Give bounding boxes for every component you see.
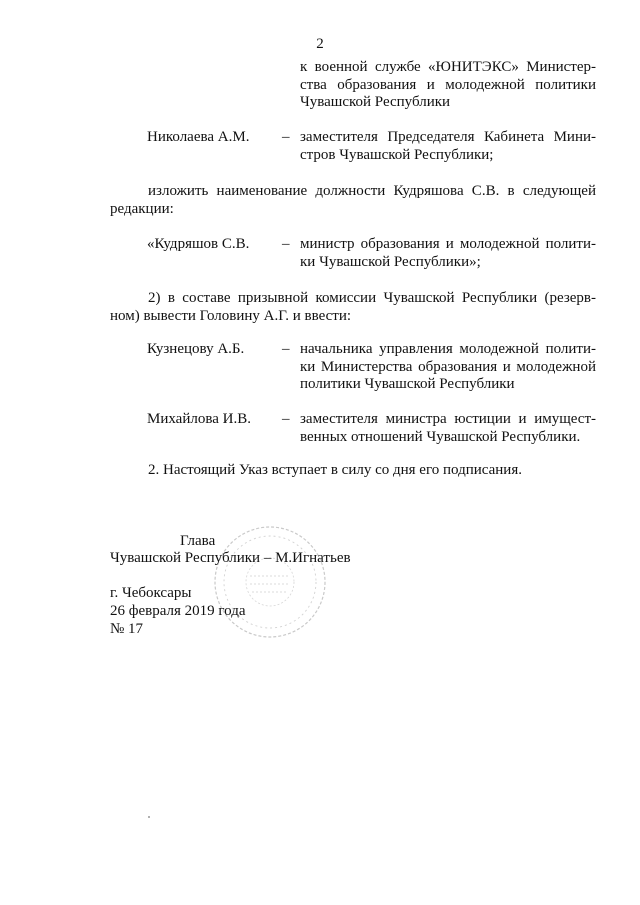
desc-line: стров Чувашской Республики; (300, 146, 494, 163)
date: 26 февраля 2019 года (110, 603, 246, 619)
signature-title-line2: Чувашской Республики (110, 550, 261, 566)
desc-line: ки Министерства образования и молодежной (300, 358, 596, 375)
desc-line: венных отношений Чувашской Республики. (300, 428, 581, 445)
page-number: 2 (316, 36, 324, 52)
entry-name-kudryashov: «Кудряшов С.В. (147, 236, 250, 252)
desc-line: ки Чувашской Республики»; (300, 253, 481, 270)
seal-stamp (212, 524, 328, 640)
scan-speck (148, 816, 150, 818)
entry-name-mikhailova: Михайлова И.В. (147, 411, 251, 427)
entry-name-nikolaeva: Николаева А.М. (147, 129, 250, 145)
entry-desc-mikhailova (300, 411, 596, 446)
desc-line: заместителя министра юстиции и имущест- (300, 411, 596, 427)
intro-continuation (300, 59, 596, 112)
desc-line: заместителя Председателя Кабинета Мини- (300, 129, 596, 145)
entry-name-kuznetsova: Кузнецову А.Б. (147, 341, 245, 357)
decree-number: № 17 (110, 621, 144, 637)
signature-name: М.Игнатьев (275, 550, 351, 566)
paragraph-line: ном) вывести Головину А.Г. и ввести: (110, 307, 352, 324)
entry-desc-kudryashov (300, 236, 596, 271)
place: г. Чебоксары (110, 585, 192, 601)
paragraph-line: 2) в составе призывной комиссии Чувашской Республики (резерв- (148, 290, 596, 306)
paragraph-line: редакции: (110, 200, 174, 217)
paragraph-final: 2. Настоящий Указ вступает в силу со дня его подписания. (148, 462, 522, 478)
entry-desc-nikolaeva (300, 129, 596, 164)
paragraph-line: изложить наименование должности Кудряшова С.В. в следующей (148, 183, 596, 199)
entry-desc-kuznetsova (300, 341, 596, 394)
intro-line: к военной службе «ЮНИТЭКС» Министер- (300, 59, 596, 75)
desc-line: министр образования и молодежной полити- (300, 236, 596, 252)
entry-dash: – (282, 236, 290, 252)
entry-dash: – (282, 341, 290, 357)
entry-dash: – (282, 411, 290, 427)
paragraph-kudryashov (110, 183, 596, 218)
paragraph-2 (110, 290, 596, 325)
signature-title-line1: Глава (180, 533, 216, 549)
intro-line: ства образования и молодежной политики (300, 76, 596, 93)
signature-dash: – (263, 550, 272, 566)
entry-dash: – (282, 129, 290, 145)
desc-line: политики Чувашской Республики (300, 376, 515, 392)
signature-line (110, 549, 351, 567)
intro-line: Чувашской Республики (300, 94, 451, 110)
desc-line: начальника управления молодежной полити- (300, 341, 596, 357)
